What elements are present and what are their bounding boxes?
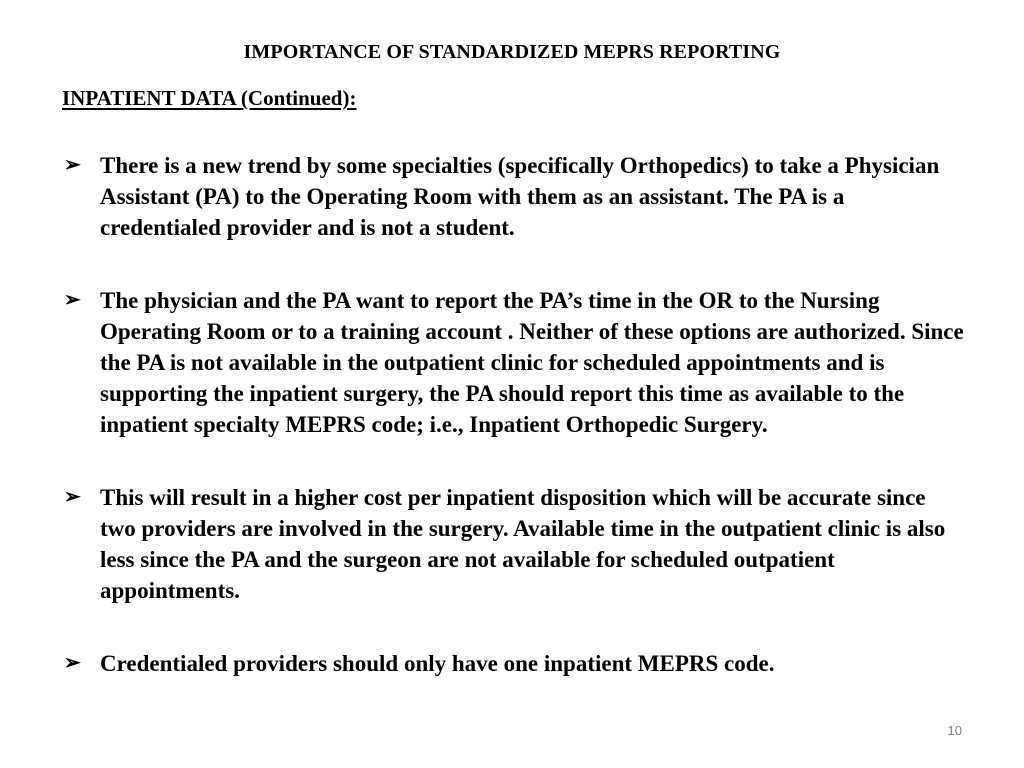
slide-title: IMPORTANCE OF STANDARDIZED MEPRS REPORTING [243, 41, 781, 63]
bullet-item [62, 150, 967, 243]
bullet-text: There is a new trend by some specialties (specifically Orthopedics) to take a Physician Assistant (PA) to the Operating Room with them as an assistant. The PA is a credentialed provider and is not a student. [100, 153, 940, 240]
bullet-item [62, 482, 967, 606]
bullet-list [62, 150, 967, 679]
bullet-item [62, 285, 967, 440]
bullet-item [62, 648, 967, 679]
page-number: 10 [947, 723, 962, 738]
bullet-text: Credentialed providers should only have one inpatient MEPRS code. [100, 651, 775, 676]
bullet-text: This will result in a higher cost per inpatient disposition which will be accurate since two providers are involved in the surgery. Available time in the outpatient clinic is also less since the PA and the surgeon are not available for scheduled outpatient appointments. [100, 485, 946, 603]
bullet-text: The physician and the PA want to report the PA’s time in the OR to the Nursing Operating Room or to a training account . Neither of these options are authorized. Since the PA is not available in the outpatient clinic for scheduled appointments and is supporting the inpatient surgery, the PA should report this time as available to the inpatient specialty MEPRS code; i.e., Inpatient Orthopedic Surgery. [100, 288, 964, 437]
arrow-bullet-icon: ➢ [64, 652, 81, 674]
arrow-bullet-icon: ➢ [64, 289, 81, 311]
arrow-bullet-icon: ➢ [64, 486, 81, 508]
arrow-bullet-icon: ➢ [64, 154, 81, 176]
section-heading: INPATIENT DATA (Continued): [62, 86, 357, 110]
